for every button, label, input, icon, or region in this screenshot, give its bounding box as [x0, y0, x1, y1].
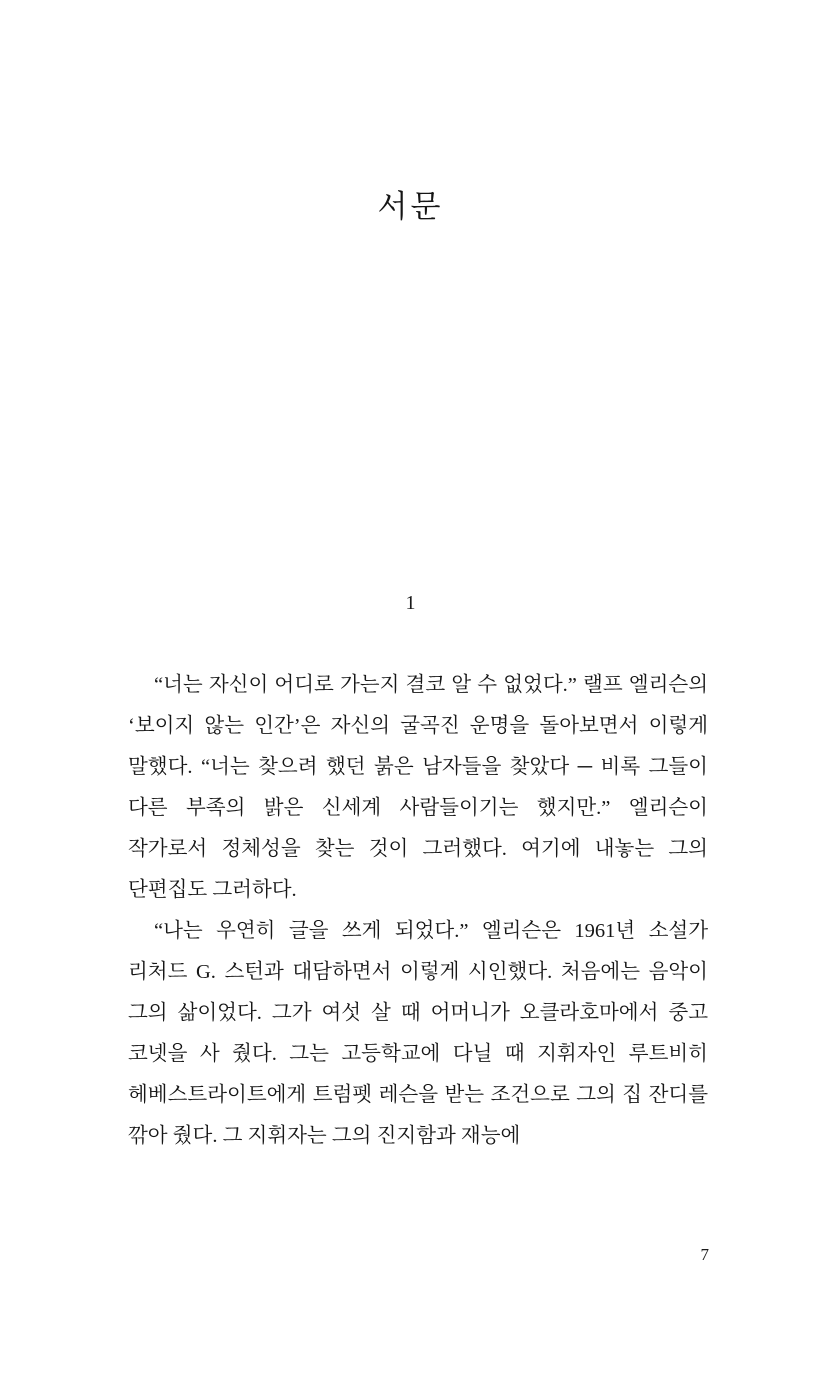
page-number: 7: [700, 1245, 709, 1264]
body-text: [128, 665, 708, 1157]
paragraph: “나는 우연히 글을 쓰게 되었다.” 엘리슨은 1961년 소설가 리처드 G. 스턴과 대담하면서 이렇게 시인했다. 처음에는 음악이 그의 삶이었다. 그가 여섯 살 때 어머니가 오클라호마에서 중고 코넷을 사 줬다. 그는 고등학교에 다닐 때 지휘자인 루트비히 헤베스트라이트에게 트럼펫 레슨을 받는 조건으로 그의 집 잔디를 깎아 줬다. 그 지휘자는 그의 진지함과 재능에: [128, 920, 708, 1147]
page-title: 서문: [377, 188, 444, 224]
section-number: 1: [405, 592, 416, 614]
paragraph: “너는 자신이 어디로 가는지 결코 알 수 없었다.” 랠프 엘리슨의 ‘보이지 않는 인간’은 자신의 굴곡진 운명을 돌아보면서 이렇게 말했다. “너는 찾으려 했던 붉은 남자들을 찾았다 ─ 비록 그들이 다른 부족의 밝은 신세계 사람들이기는 했지만.” 엘리슨이 작가로서 정체성을 찾는 것이 그러했다. 여기에 내놓는 그의 단편집도 그러하다.: [128, 674, 708, 901]
